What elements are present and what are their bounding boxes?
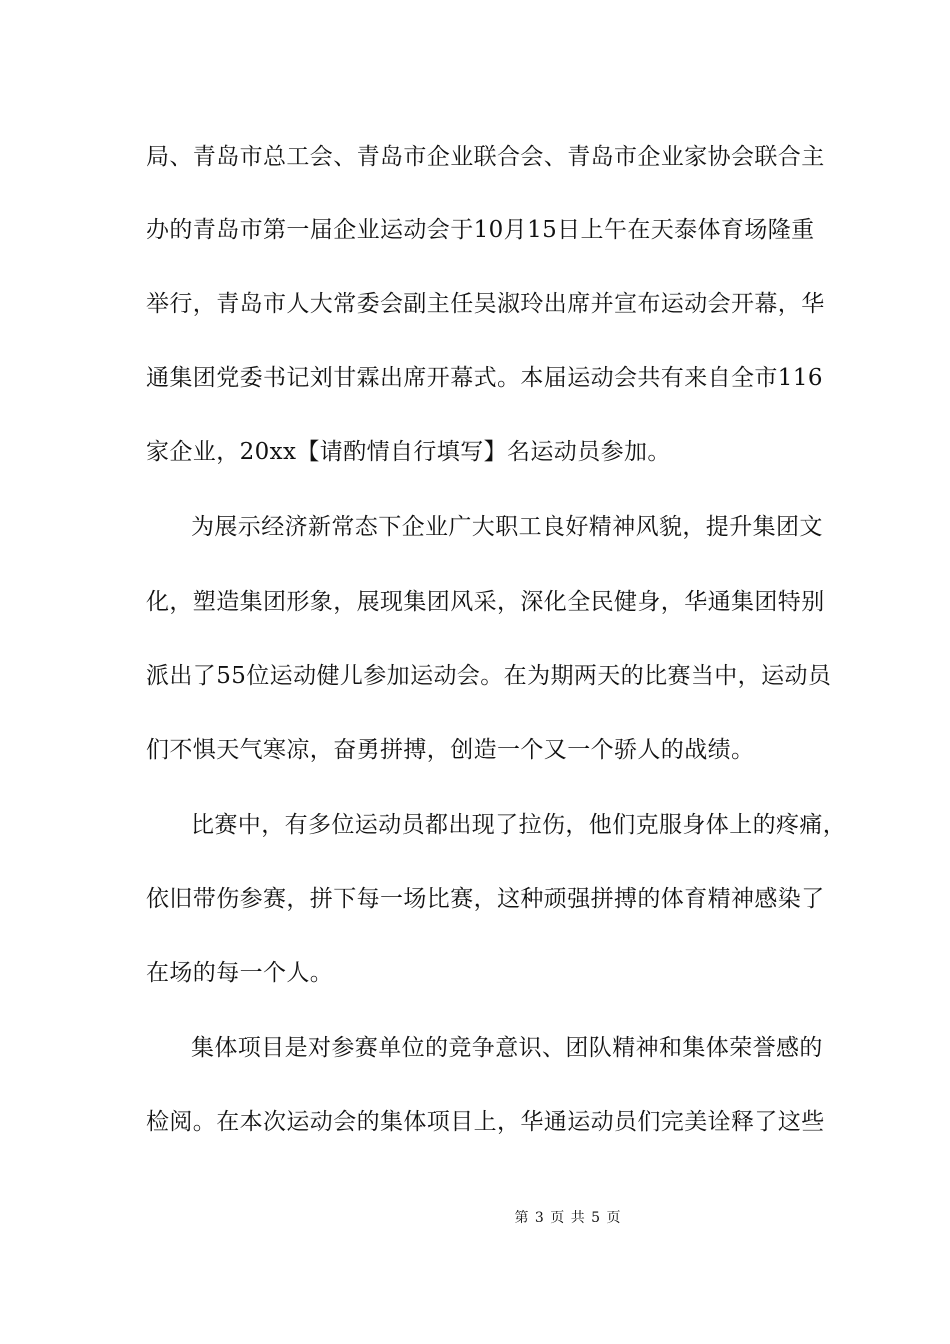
text-line-4: 通集团党委书记刘甘霖出席开幕式。本届运动会共有来自全市116 (146, 365, 823, 391)
text-line-9: 们不惧天气寒凉，奋勇拼搏，创造一个又一个骄人的战绩。 (146, 737, 755, 763)
page-footer (0, 1208, 950, 1228)
page-number: 第 3 页 共 5 页 (514, 1210, 622, 1226)
text-line-7: 化，塑造集团形象，展现集团风采，深化全民健身，华通集团特别 (146, 589, 825, 615)
text-line-5: 家企业，20xx【请酌情自行填写】名运动员参加。 (146, 439, 671, 465)
text-line-11: 依旧带伤参赛，拼下每一场比赛，这种顽强拼搏的体育精神感染了 (146, 886, 825, 912)
text-line-2: 办的青岛市第一届企业运动会于10月15日上午在天泰体育场隆重 (146, 217, 815, 243)
text-line-10: 比赛中，有多位运动员都出现了拉伤，他们克服身体上的疼痛， (191, 812, 847, 838)
text-line-14: 检阅。在本次运动会的集体项目上，华通运动员们完美诠释了这些 (146, 1109, 825, 1135)
text-line-8: 派出了55位运动健儿参加运动会。在为期两天的比赛当中，运动员 (146, 663, 832, 689)
text-line-1: 局、青岛市总工会、青岛市企业联合会、青岛市企业家协会联合主 (146, 144, 825, 170)
text-line-13: 集体项目是对参赛单位的竞争意识、团队精神和集体荣誉感的 (191, 1035, 823, 1061)
text-line-3: 举行，青岛市人大常委会副主任吴淑玲出席并宣布运动会开幕，华 (146, 291, 825, 317)
text-line-6: 为展示经济新常态下企业广大职工良好精神风貌，提升集团文 (191, 514, 823, 540)
text-line-12: 在场的每一个人。 (146, 960, 334, 986)
